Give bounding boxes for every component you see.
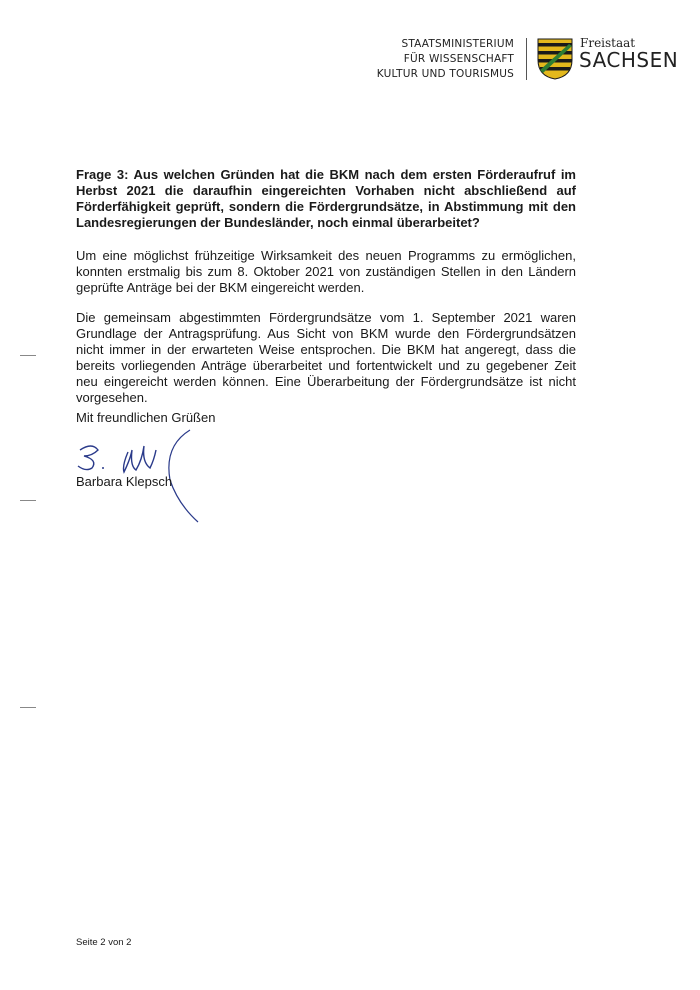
punch-mark: [20, 500, 36, 501]
fold-mark: [20, 355, 36, 356]
ministry-line: STAATSMINISTERIUM: [401, 38, 514, 50]
state-name-small: Freistaat: [580, 36, 636, 50]
answer-paragraph: Die gemeinsam abgestimmten Fördergrundsätze vom 1. September 2021 waren Grundlage der Antragsprüfung. Aus Sicht von BKM wurde den Fördergrundsätzen nicht immer in der erwarteten Weise entsprochen. Die BKM hat angeregt, dass die bereits vorliegenden Anträge überarbeitet und fortentwickelt und zu gegebener Zeit neu eingereicht werden können. Eine Überarbeitung der Fördergrundsätze ist nicht vorgesehen.: [76, 310, 576, 405]
fold-mark: [20, 707, 36, 708]
ministry-line: KULTUR UND TOURISMUS: [376, 68, 514, 80]
question-heading: Frage 3: Aus welchen Gründen hat die BKM nach dem ersten Förderaufruf im Herbst 2021 die daraufhin eingereichten Vorhaben nicht abschließend auf Förderfähigkeit geprüft, sondern die Fördergrundsätze, in Abstimmung mit den Landesregierungen der Bundesländer, noch einmal überarbeitet?: [76, 167, 576, 230]
ministry-name: [377, 37, 514, 82]
coat-of-arms-icon: [537, 38, 573, 80]
closing-line: Mit freundlichen Grüßen: [76, 410, 216, 425]
ministry-line: FÜR WISSENSCHAFT: [403, 53, 514, 65]
page-number: Seite 2 von 2: [76, 937, 132, 948]
answer-paragraph: Um eine möglichst frühzeitige Wirksamkeit des neuen Programms zu ermöglichen, konnten erstmalig bis zum 8. Oktober 2021 von zuständigen Stellen in den Ländern geprüfte Anträge bei der BKM eingereicht werden.: [76, 248, 576, 295]
letterhead-divider: [526, 38, 527, 80]
state-name: SACHSEN: [579, 48, 679, 72]
signer-name: Barbara Klepsch: [76, 474, 173, 489]
